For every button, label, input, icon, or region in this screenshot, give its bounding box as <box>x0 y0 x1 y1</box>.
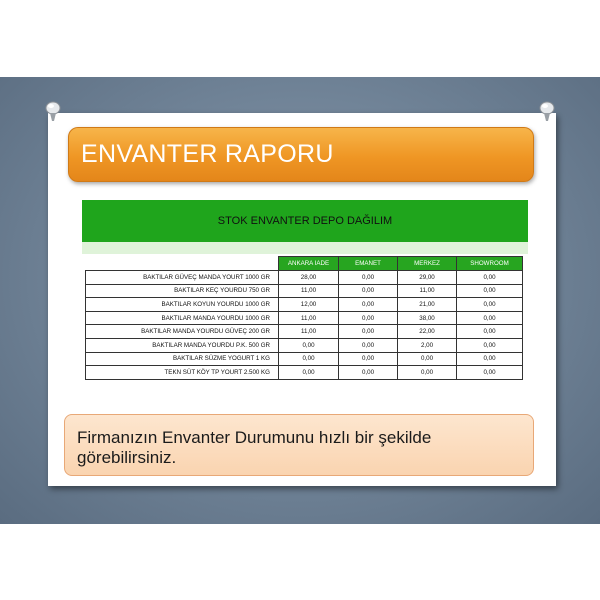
value-cell: 2,00 <box>398 338 457 352</box>
slide-title: ENVANTER RAPORU <box>81 140 334 168</box>
pushpin-icon <box>538 101 556 123</box>
table-row <box>86 352 523 366</box>
product-name-cell: BAKTILAR GÜVEÇ MANDA YOURT 1000 GR <box>86 271 279 285</box>
header-blank-cell <box>86 257 279 271</box>
value-cell: 38,00 <box>398 311 457 325</box>
column-header: ANKARA IADE <box>279 257 339 271</box>
value-cell: 0,00 <box>339 352 398 366</box>
value-cell: 29,00 <box>398 271 457 285</box>
table-row <box>86 338 523 352</box>
pushpin-icon <box>44 101 62 123</box>
table-row <box>86 311 523 325</box>
value-cell: 0,00 <box>457 366 523 380</box>
product-name-cell: BAKTILAR MANDA YOURDU P.K. 500 GR <box>86 338 279 352</box>
caption-box <box>64 414 534 476</box>
value-cell: 0,00 <box>339 298 398 312</box>
value-cell: 0,00 <box>398 366 457 380</box>
value-cell: 0,00 <box>339 284 398 298</box>
value-cell: 11,00 <box>398 284 457 298</box>
title-banner <box>68 127 534 182</box>
value-cell: 11,00 <box>279 311 339 325</box>
value-cell: 0,00 <box>339 271 398 285</box>
inventory-report <box>82 197 528 384</box>
table-row <box>86 366 523 380</box>
table-row <box>86 284 523 298</box>
product-name-cell: BAKTILAR MANDA YOURDU GÜVEÇ 200 GR <box>86 325 279 339</box>
value-cell: 0,00 <box>279 338 339 352</box>
inventory-table <box>85 256 523 380</box>
table-row <box>86 271 523 285</box>
product-name-cell: BAKTILAR KEÇ YOURDU 750 GR <box>86 284 279 298</box>
product-name-cell: BAKTILAR SÜZME YOGURT 1 KG <box>86 352 279 366</box>
product-name-cell: TEKN SÜT KÖY TP YOURT 2.500 KG <box>86 366 279 380</box>
value-cell: 0,00 <box>457 311 523 325</box>
value-cell: 0,00 <box>279 366 339 380</box>
table-header-row <box>86 257 523 271</box>
value-cell: 0,00 <box>339 366 398 380</box>
column-header: MERKEZ <box>398 257 457 271</box>
value-cell: 22,00 <box>398 325 457 339</box>
value-cell: 21,00 <box>398 298 457 312</box>
value-cell: 0,00 <box>339 325 398 339</box>
value-cell: 0,00 <box>457 298 523 312</box>
value-cell: 28,00 <box>279 271 339 285</box>
value-cell: 0,00 <box>339 338 398 352</box>
report-subbar <box>82 242 528 254</box>
table-row <box>86 298 523 312</box>
report-header <box>82 200 528 242</box>
value-cell: 11,00 <box>279 284 339 298</box>
column-header: EMANET <box>339 257 398 271</box>
report-title: STOK ENVANTER DEPO DAĞILIM <box>217 215 393 227</box>
value-cell: 0,00 <box>457 325 523 339</box>
product-name-cell: BAKTILAR MANDA YOURDU 1000 GR <box>86 311 279 325</box>
column-header: SHOWROOM <box>457 257 523 271</box>
value-cell: 0,00 <box>457 338 523 352</box>
table-row <box>86 325 523 339</box>
value-cell: 0,00 <box>398 352 457 366</box>
caption-text: Firmanızın Envanter Durumunu hızlı bir şekilde görebilirsiniz. <box>77 428 432 467</box>
value-cell: 12,00 <box>279 298 339 312</box>
value-cell: 11,00 <box>279 325 339 339</box>
product-name-cell: BAKTILAR KOYUN YOURDU 1000 GR <box>86 298 279 312</box>
value-cell: 0,00 <box>457 352 523 366</box>
value-cell: 0,00 <box>457 271 523 285</box>
value-cell: 0,00 <box>279 352 339 366</box>
value-cell: 0,00 <box>457 284 523 298</box>
value-cell: 0,00 <box>339 311 398 325</box>
